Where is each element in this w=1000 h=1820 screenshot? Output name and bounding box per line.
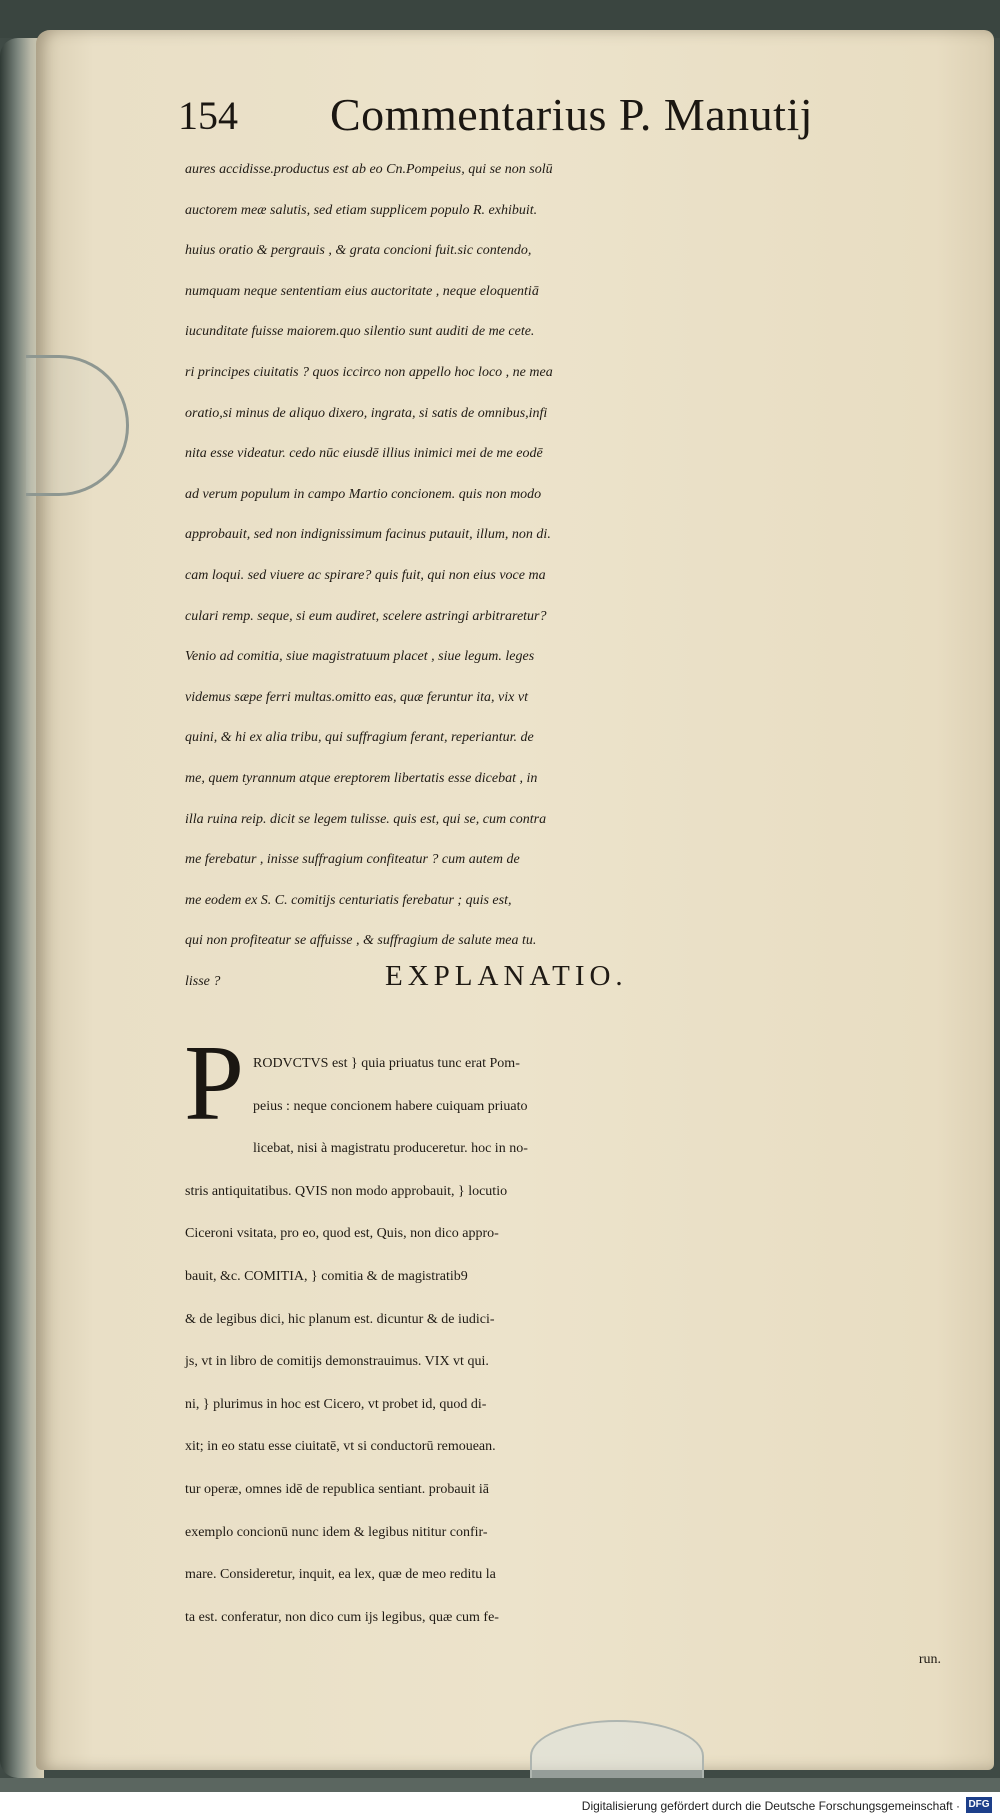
commentary-line: tur operæ, omnes idē de republica sentiant. probauit iā: [185, 1481, 490, 1497]
text-line: iucunditate fuisse maiorem.quo silentio sunt auditi de me cete.: [185, 324, 535, 340]
commentary-line: bauit, &c. COMITIA, } comitia & de magistratib9: [185, 1268, 468, 1284]
commentary-line: ta est. conferatur, non dico cum ijs legibus, quæ cum fe-: [185, 1609, 499, 1625]
commentary-line: mare. Consideretur, inquit, ea lex, quæ de meo reditu la: [185, 1567, 496, 1583]
text-line: nita esse videatur. cedo nūc eiusdē illius inimici mei de me eodē: [185, 446, 543, 462]
text-line: approbauit, sed non indignissimum facinus putauit, illum, non di.: [185, 527, 551, 543]
commentary-line: exemplo concionū nunc idem & legibus nititur confir-: [185, 1524, 488, 1540]
drop-cap: P: [184, 1024, 245, 1143]
commentary-line: licebat, nisi à magistratu produceretur. hoc in no-: [253, 1141, 528, 1157]
page-number: 154: [178, 93, 238, 138]
text-line: Venio ad comitia, siue magistratuum placet , siue legum. leges: [185, 649, 535, 665]
text-line: me eodem ex S. C. comitijs centuriatis ferebatur ; quis est,: [185, 892, 512, 908]
running-title: Commentarius P. Manutij: [330, 89, 813, 140]
text-line: huius oratio & pergrauis , & grata concioni fuit.sic contendo,: [185, 243, 532, 259]
text-line: lisse ?: [185, 973, 221, 989]
dfg-logo: DFG: [966, 1797, 992, 1813]
text-line: ad verum populum in campo Martio concionem. quis non modo: [185, 486, 542, 502]
commentary-line: peius : neque concionem habere cuiquam priuato: [253, 1098, 528, 1114]
text-line: me, quem tyrannum atque ereptorem libertatis esse dicebat , in: [185, 770, 538, 786]
text-line: culari remp. seque, si eum audiret, scelere astringi arbitraretur?: [185, 608, 547, 624]
text-line: auctorem meæ salutis, sed etiam supplicem populo R. exhibuit.: [185, 202, 538, 218]
page-clip: [26, 355, 129, 496]
footer-credit: Digitalisierung gefördert durch die Deutsche Forschungsgemeinschaft ·: [581, 1799, 960, 1813]
text-line: videmus sæpe ferri multas.omitto eas, quæ feruntur ita, vix vt: [185, 689, 528, 705]
main-text: [185, 150, 955, 1002]
text-line: aures accidisse.productus est ab eo Cn.Pompeius, qui se non solū: [185, 162, 553, 177]
text-line: me ferebatur , inisse suffragium confiteatur ? cum autem de: [185, 852, 520, 868]
text-line: cam loqui. sed viuere ac spirare? quis fuit, qui non eius voce ma: [185, 567, 546, 583]
catchword: run.: [918, 1652, 941, 1668]
text-line: illa ruina reip. dicit se legem tulisse. quis est, qui se, cum contra: [185, 811, 547, 827]
commentary-line: & de legibus dici, hic planum est. dicuntur & de iudici-: [185, 1311, 495, 1327]
scan-bottom-strip: [0, 1778, 1000, 1792]
commentary-line: js, vt in libro de comitijs demonstrauimus. VIX vt qui.: [185, 1354, 489, 1370]
text-line: ri principes ciuitatis ? quos iccirco non appello hoc loco , ne mea: [185, 364, 553, 380]
section-heading: EXPLANATIO.: [385, 960, 628, 992]
commentary-line: ni, } plurimus in hoc est Cicero, vt probet id, quod di-: [185, 1396, 487, 1412]
commentary-line: stris antiquitatibus. QVIS non modo approbauit, } locutio: [185, 1183, 508, 1199]
commentary-line: RODVCTVS est } quia priuatus tunc erat Pom-: [253, 1056, 520, 1071]
commentary-line: xit; in eo statu esse ciuitatē, vt si conductorū remouean.: [185, 1439, 496, 1455]
commentary-line: Ciceroni vsitata, pro eo, quod est, Quis, non dico appro-: [185, 1226, 499, 1242]
footer-bar: [0, 1792, 1000, 1820]
text-line: quini, & hi ex alia tribu, qui suffragium ferant, reperiantur. de: [185, 730, 534, 746]
commentary-text: [185, 1043, 955, 1682]
text-line: numquam neque sententiam eius auctoritate , neque eloquentiā: [185, 283, 539, 299]
text-line: qui non profiteatur se affuisse , & suffragium de salute mea tu.: [185, 933, 537, 949]
text-line: oratio,si minus de aliquo dixero, ingrata, si satis de omnibus,infi: [185, 405, 548, 421]
